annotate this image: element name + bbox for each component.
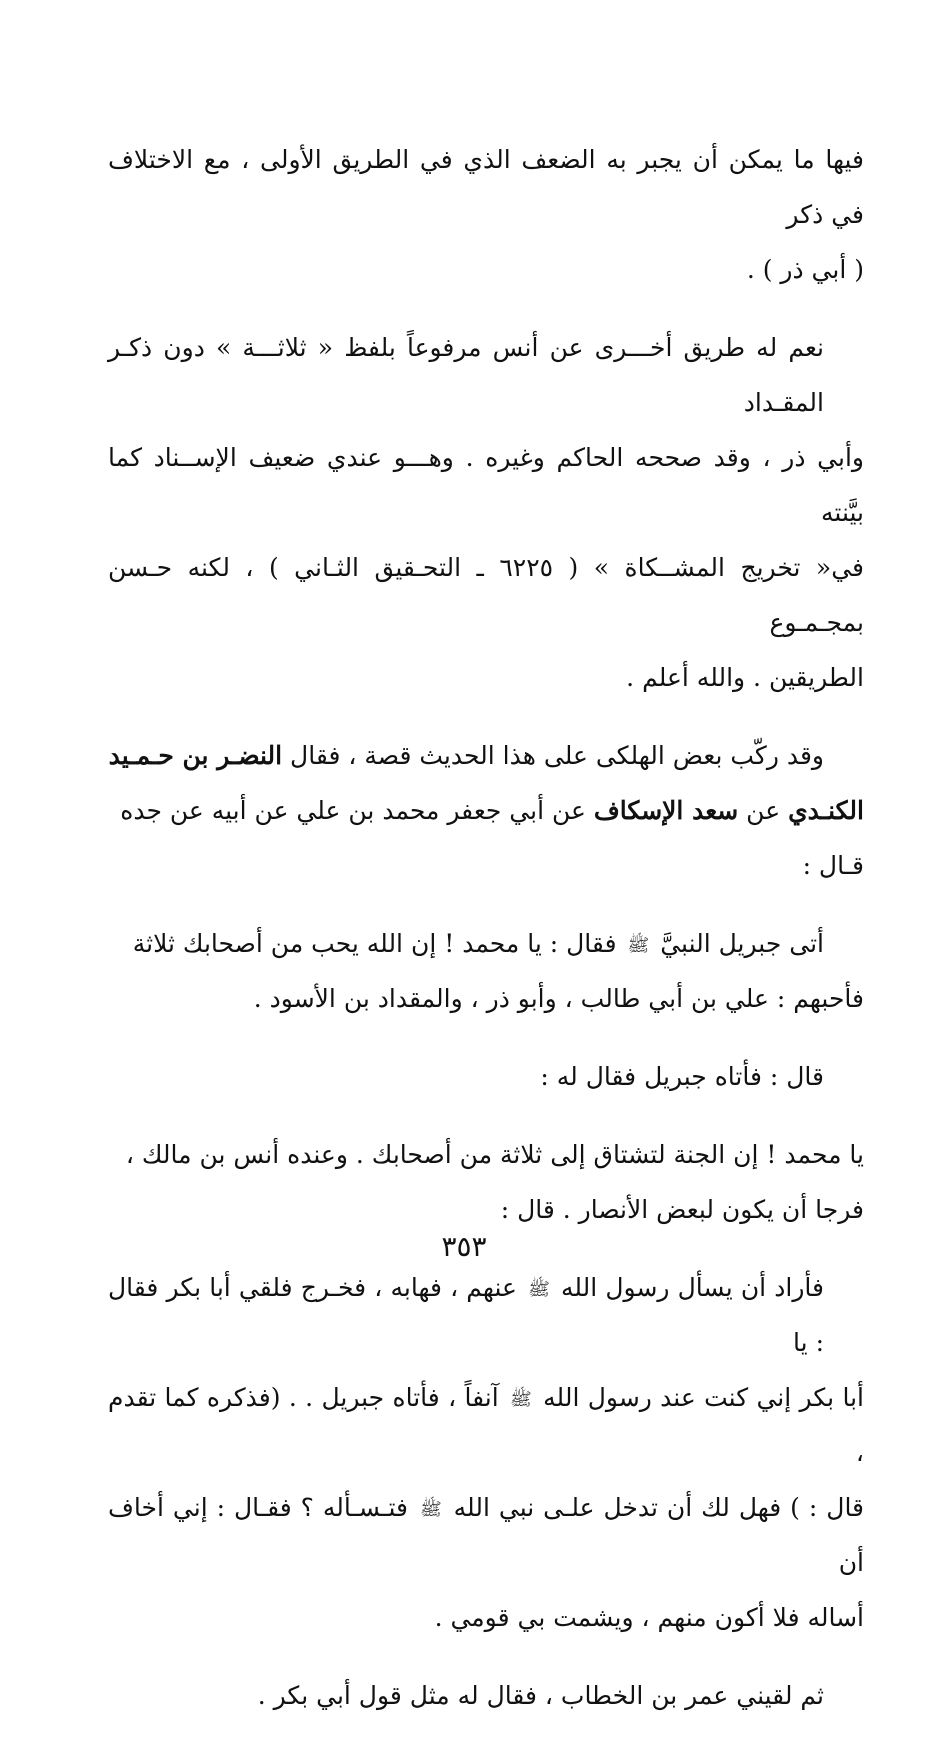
salawat-seal-icon: ﷺ: [528, 1278, 550, 1300]
text-line: [108, 783, 864, 838]
text-line: [108, 728, 864, 783]
text-line: فيها ما يمكن أن يجبر به الضعف الذي في الطريق الأولى ، مع الاختلاف في ذكر: [108, 145, 864, 229]
text-line: أساله فلا أكون منهم ، ويشمت بي قومي .: [434, 1603, 864, 1632]
page-number: ٣٥٣: [441, 1230, 487, 1263]
text-line: فرجا أن يكون لبعض الأنصار . قال :: [500, 1195, 864, 1224]
text-line: قال : فأتاه جبريل فقال له :: [540, 1062, 824, 1091]
text-line: [108, 916, 864, 971]
paragraph-2: [108, 320, 864, 705]
text-line: [108, 1260, 864, 1370]
text-segment: فقال : يا محمد ! إن الله يحب من أصحابك ثلاثة: [132, 929, 617, 958]
text-line: [108, 1370, 864, 1480]
salawat-seal-icon: ﷺ: [627, 934, 650, 956]
text-segment: أتى جبريل النبيَّ: [660, 929, 824, 958]
paragraph-7: [108, 1260, 864, 1645]
text-segment: وقد ركّب بعض الهلكى على هذا الحديث قصة ، فقال: [282, 741, 824, 770]
paragraph-4: [108, 916, 864, 1026]
paragraph-8: [108, 1668, 864, 1723]
text-segment: فأراد أن يسأل رسول الله: [560, 1273, 824, 1302]
text-segment: آنفاً ، فأتاه جبريل . . (فذكره كما تقدم ،: [108, 1383, 864, 1467]
text-line: فأحبهم : علي بن أبي طالب ، وأبو ذر ، والمقداد بن الأسود .: [253, 984, 864, 1013]
text-line: في« تخريج المشــكاة » ( ٦٢٢٥ ـ التحـقيق الثـاني ) ، لكنه حـسن بمجـمـوع: [108, 553, 864, 637]
text-segment: عن أبي جعفر محمد بن علي عن أبيه عن جده: [120, 796, 594, 825]
text-line: يا محمد ! إن الجنة لتشتاق إلى ثلاثة من أصحابك . وعنده أنس بن مالك ،: [125, 1140, 864, 1169]
text-line: قـال :: [802, 851, 864, 880]
narrator-name: الكنـدي: [788, 796, 864, 825]
text-line: وأبي ذر ، وقد صححه الحاكم وغيره . وهـــو عندي ضعيف الإســناد كما بيَّنته: [108, 443, 864, 527]
body-text: [108, 132, 864, 1746]
narrator-name: النضـر بن حـمـيد: [108, 741, 283, 770]
text-line: نعم له طريق أخـــرى عن أنس مرفوعاً بلفظ « ثلاثـــة » دون ذكـر المقـداد: [108, 333, 824, 417]
narrator-name: سعد الإسكاف: [593, 796, 739, 825]
paragraph-6: [108, 1127, 864, 1237]
text-segment: قال : ) فهل لك أن تدخل علـى نبي الله: [453, 1493, 865, 1522]
text-line: الطريقين . والله أعلم .: [626, 663, 864, 692]
text-segment: عن: [738, 796, 789, 825]
salawat-seal-icon: ﷺ: [419, 1498, 442, 1520]
text-line: ثم لقيني عمر بن الخطاب ، فقال له مثل قول أبي بكر .: [257, 1681, 824, 1710]
text-line: [108, 1480, 864, 1590]
text-segment: فتـسـأله ؟ فقـال : إني أخاف أن: [108, 1493, 864, 1577]
text-segment: عنهم ، فهابه ، فخـرج فلقي أبا بكر فقال : يا: [108, 1273, 824, 1357]
salawat-seal-icon: ﷺ: [510, 1388, 532, 1410]
text-segment: أبا بكر إني كنت عند رسول الله: [543, 1383, 864, 1412]
paragraph-3: [108, 728, 864, 893]
text-line: ( أبي ذر ) .: [746, 255, 864, 284]
paragraph-5: [108, 1049, 864, 1104]
paragraph-1: [108, 132, 864, 297]
